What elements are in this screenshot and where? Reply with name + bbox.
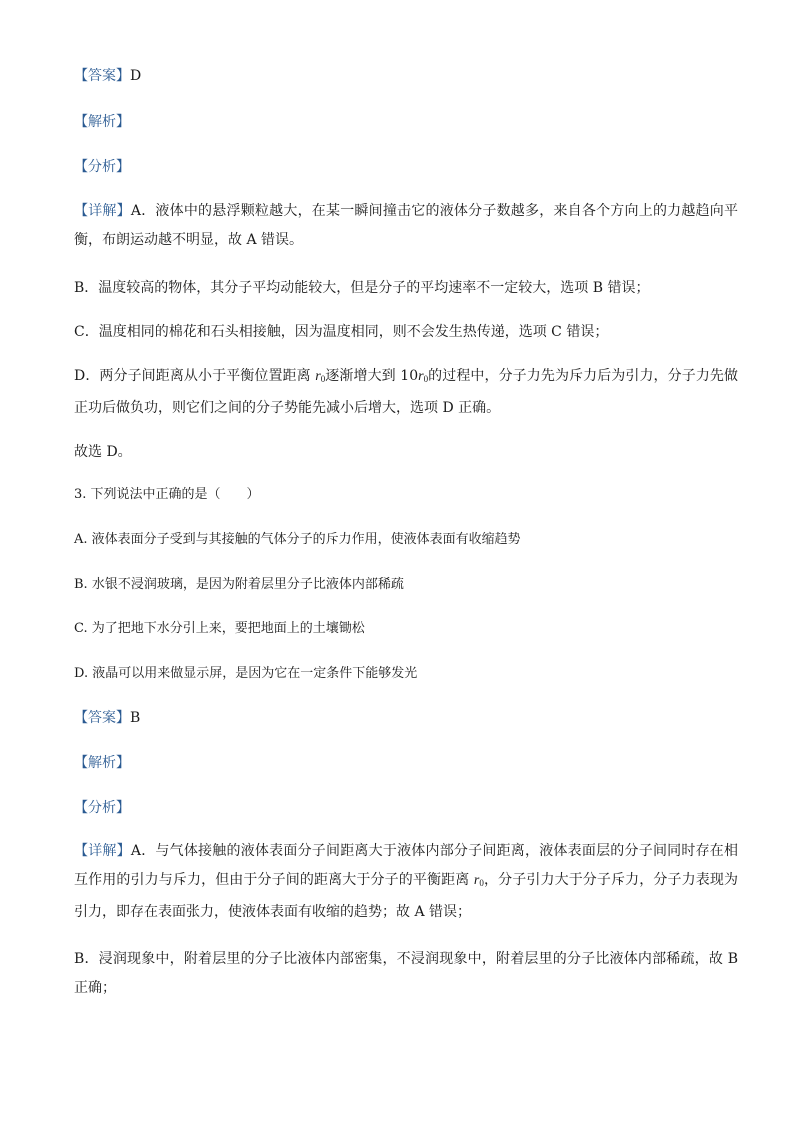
q3-detail-a	[74, 837, 738, 927]
r-subscript-2: 0	[423, 374, 429, 384]
detail-a-text-1: A．与气体接触的液体表面分子间距离大于液体内部分子间距离，液体表面层的分子间同时存在相互作用的引力与斥力，但由于分子间的距离大于分子的平衡距离	[74, 843, 739, 888]
q3-option-d: D. 液晶可以用来做显示屏，是因为它在一定条件下能够发光	[74, 666, 418, 681]
answer-value: B	[130, 710, 141, 726]
q2-detail-c: C．温度相同的棉花和石头相接触，因为温度相同，则不会发生热传递，选项 C 错误；	[74, 324, 609, 340]
jiexi-tag: 【解析】	[74, 114, 130, 130]
detail-tag: 【详解】	[74, 843, 131, 859]
r-subscript: 0	[320, 374, 326, 384]
r-subscript: 0	[479, 878, 484, 888]
q3-option-c: C. 为了把地下水分引上来，要把地面上的土壤锄松	[74, 621, 365, 636]
r-variable: r	[315, 369, 321, 384]
fenxi-tag: 【分析】	[74, 159, 130, 175]
q3-stem: 3. 下列说法中正确的是（ ）	[74, 487, 260, 502]
q2-conclusion: 故选 D。	[74, 444, 132, 460]
fenxi-tag: 【分析】	[74, 800, 130, 816]
q3-option-a: A. 液体表面分子受到与其接触的气体分子的斥力作用，使液体表面有收缩趋势	[74, 532, 521, 547]
detail-a-text: A．液体中的悬浮颗粒越大，在某一瞬间撞击它的液体分子数越多，来自各个方向上的力越趋向平衡，布朗运动越不明显，故 A 错误。	[74, 203, 739, 248]
q2-detail-d	[74, 362, 738, 423]
answer-value: D	[130, 68, 142, 84]
answer-tag: 【答案】	[74, 710, 130, 726]
detail-tag: 【详解】	[74, 203, 131, 219]
r-variable-2: r	[418, 369, 424, 384]
q2-detail-a	[74, 197, 738, 255]
r-variable: r	[473, 873, 480, 888]
q3-fenxi-line	[74, 800, 734, 816]
q3-detail-b: B．浸润现象中，附着层里的分子比液体内部密集，不浸润现象中，附着层里的分子比液体内部稀疏，故 B 正确；	[74, 951, 738, 996]
q3-option-b: B. 水银不浸润玻璃，是因为附着层里分子比液体内部稀疏	[74, 577, 404, 592]
q3-jiexi-line	[74, 755, 734, 771]
q2-answer-line	[74, 68, 734, 84]
q2-detail-b: B．温度较高的物体，其分子平均动能较大，但是分子的平均速率不一定较大，选项 B 错误；	[74, 280, 650, 296]
detail-d-text-1: D．两分子间距离从小于平衡位置距离	[74, 368, 316, 384]
answer-tag: 【答案】	[74, 68, 130, 84]
q2-jiexi-line	[74, 114, 734, 130]
q2-fenxi-line	[74, 159, 734, 175]
jiexi-tag: 【解析】	[74, 755, 130, 771]
detail-a-text-2: ，分子引力大于分子斥力，分子力表现为引力，即存在表面张力，使液体表面有收缩的趋势；故 A 错误；	[74, 872, 739, 920]
detail-d-text-2: 逐渐增大到 10	[325, 368, 419, 384]
q3-answer-line	[74, 710, 734, 726]
detail-d-text-3: 的过程中，分子力先为斥力后为引力，分子力先做正功后做负功，则它们之间的分子势能先减小后增大，选项 D 正确。	[74, 368, 738, 416]
